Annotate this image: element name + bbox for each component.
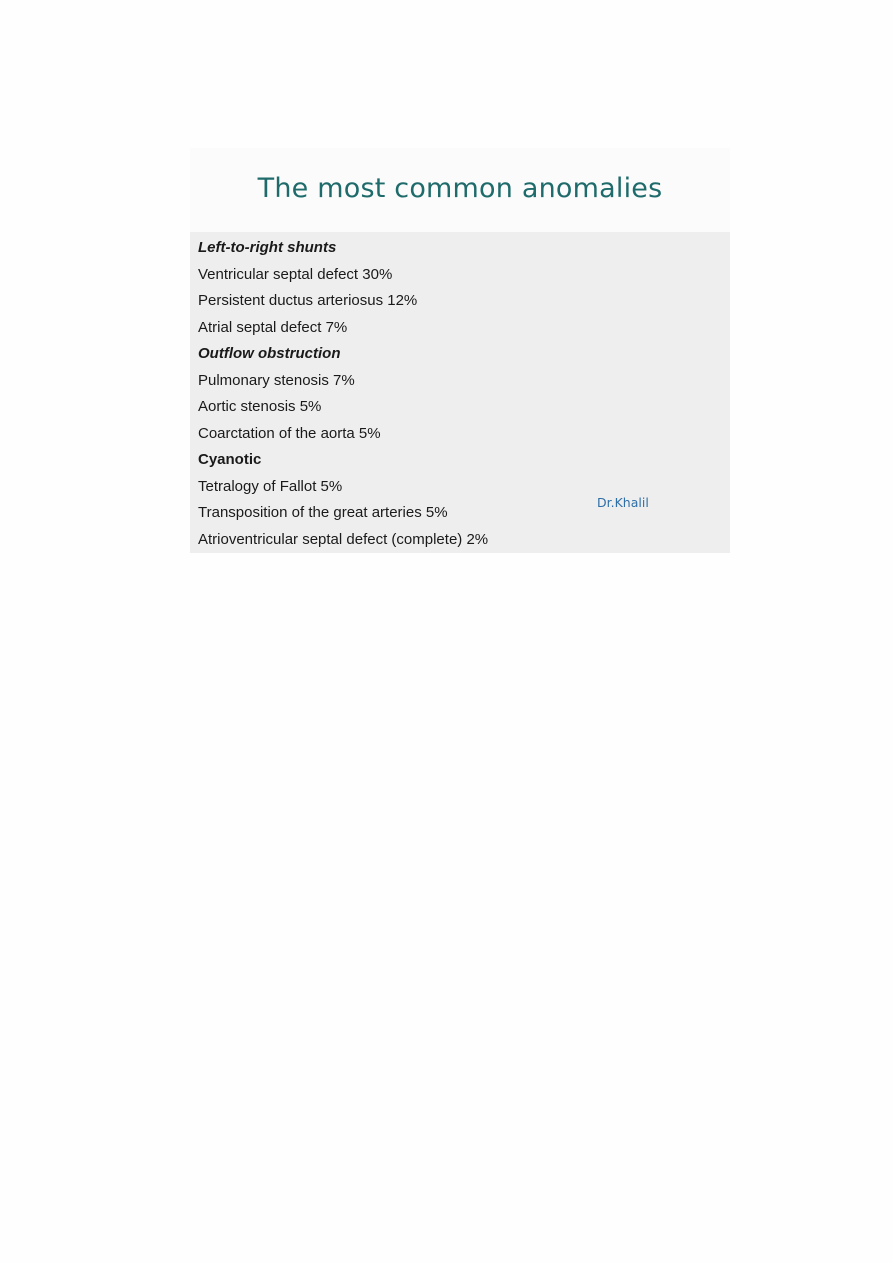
list-item: Atrioventricular septal defect (complete) 2%	[198, 530, 489, 548]
group-heading-left-to-right-shunts: Left-to-right shunts	[198, 239, 337, 256]
list-item: Aortic stenosis 5%	[198, 398, 322, 415]
list-item: Transposition of the great arteries 5%	[198, 504, 448, 521]
list-item: Ventricular septal defect 30%	[198, 265, 393, 283]
author-signature: Dr.Khalil	[597, 495, 649, 510]
anomaly-list	[198, 235, 488, 553]
list-item: Pulmonary stenosis 7%	[198, 371, 355, 389]
slide-title: The most common anomalies	[257, 173, 663, 204]
list-item: Tetralogy of Fallot 5%	[198, 477, 343, 495]
slide	[190, 148, 730, 553]
list-item: Persistent ductus arteriosus 12%	[198, 292, 418, 309]
group-heading-cyanotic: Cyanotic	[198, 451, 262, 468]
title-band	[190, 148, 730, 232]
group-heading-outflow-obstruction: Outflow obstruction	[198, 345, 341, 362]
anomaly-list-box	[190, 232, 730, 553]
list-item: Coarctation of the aorta 5%	[198, 424, 381, 442]
list-item: Atrial septal defect 7%	[198, 318, 348, 336]
